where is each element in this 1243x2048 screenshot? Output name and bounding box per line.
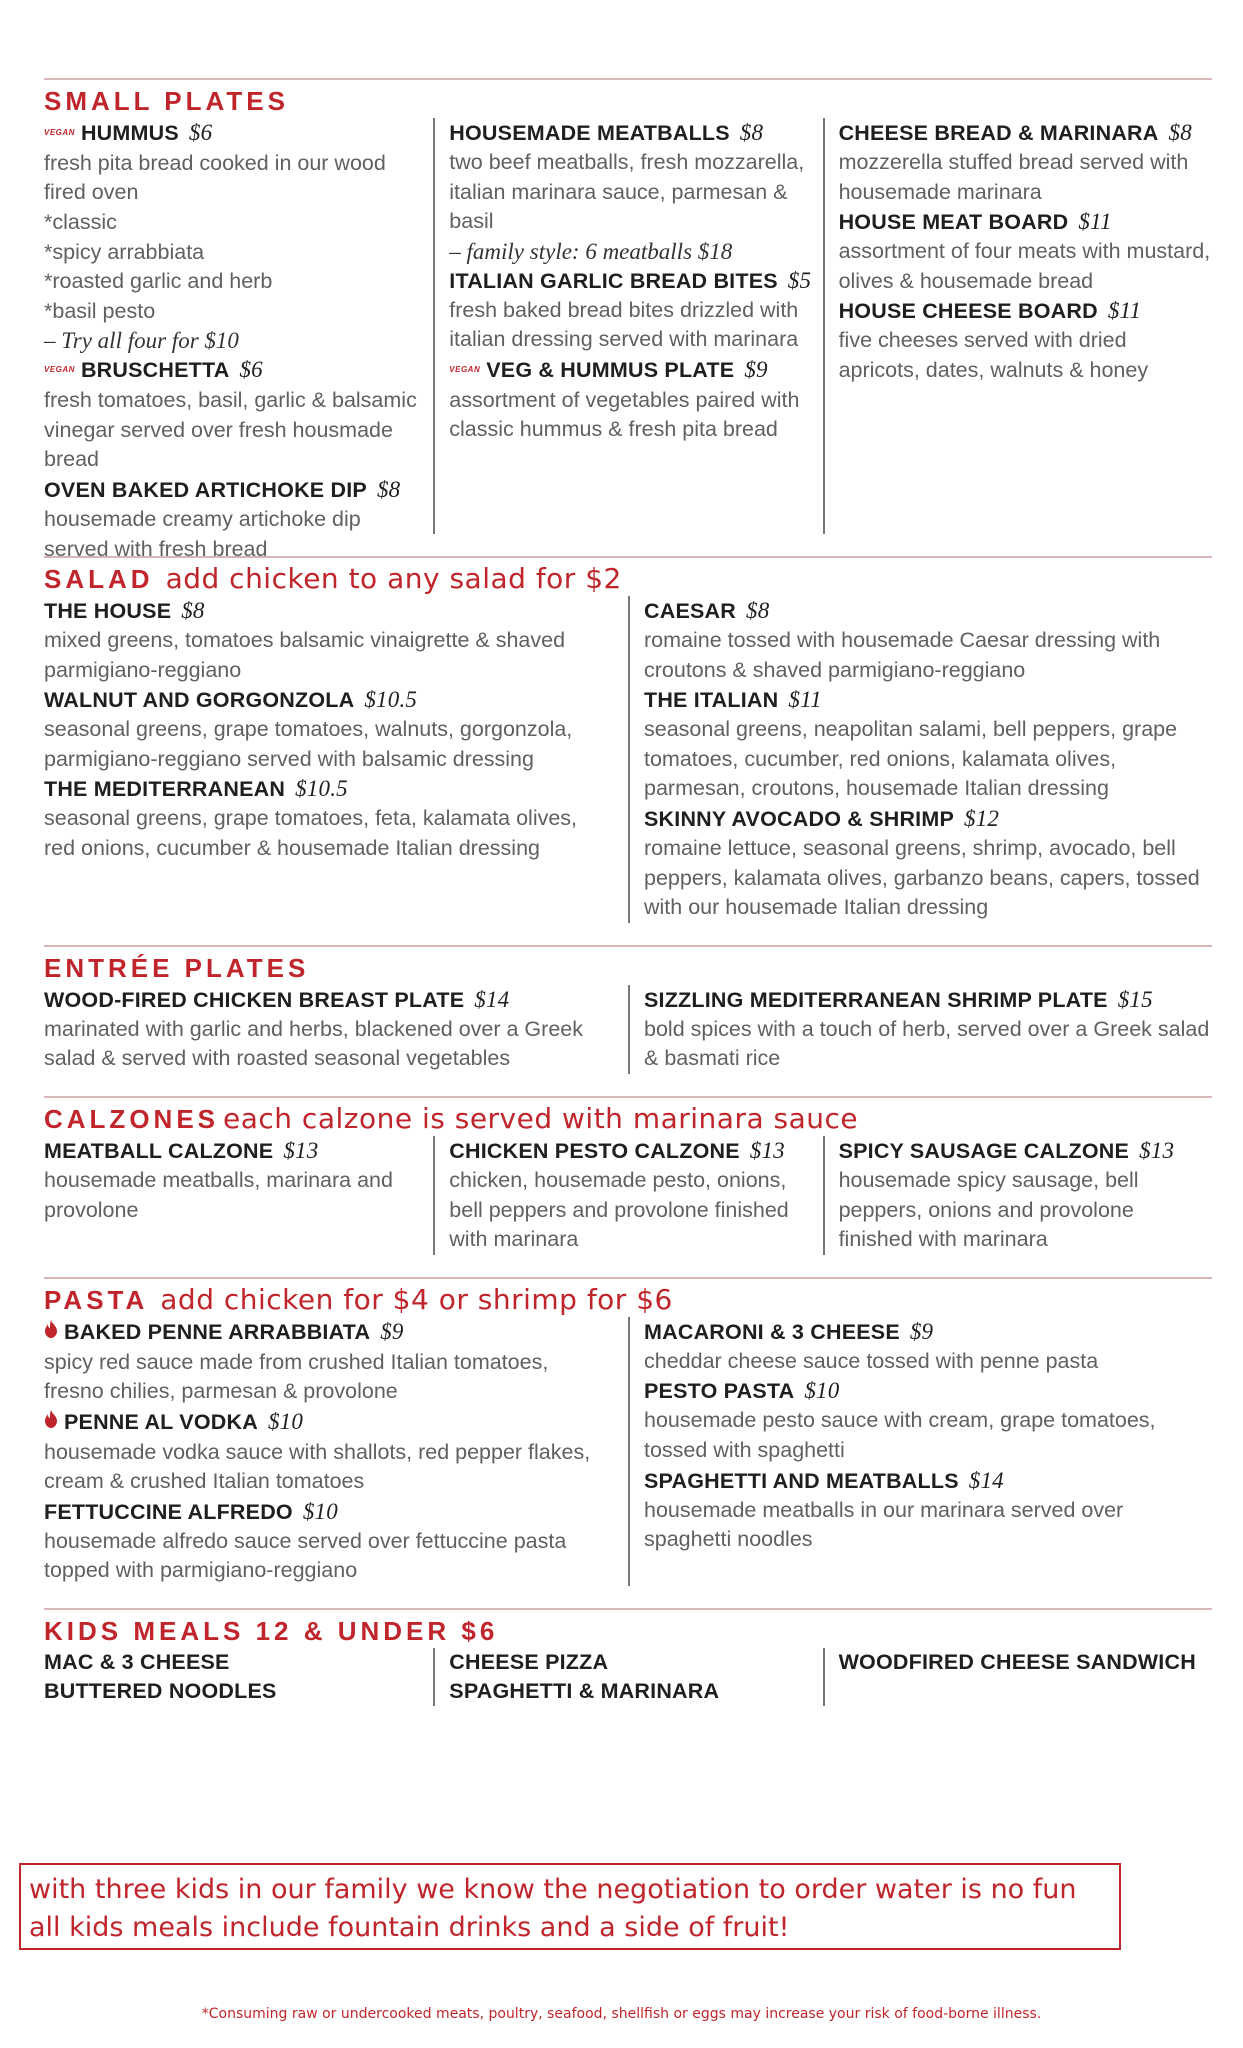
menu-item-title: THE HOUSE $8	[44, 598, 205, 623]
menu-item-desc: housemade meatballs, marinara and provolone	[44, 1167, 393, 1222]
menu-item-desc: romaine tossed with housemade Caesar dressing with croutons & shaved parmigiano-reggiano	[644, 628, 1161, 682]
menu-item-desc: assortment of vegetables paired with classic hummus & fresh pita bread	[449, 387, 800, 442]
menu-item-title: HOUSEMADE MEATBALLS $8	[449, 120, 764, 145]
kids-col-1	[44, 1648, 433, 1706]
menu-item-desc: fresh pita bread cooked in our wood fired oven	[44, 150, 386, 205]
menu-item-desc: chicken, housemade pesto, onions, bell peppers and provolone finished with marinara	[449, 1167, 789, 1252]
calzones-col-2	[433, 1136, 822, 1255]
menu-item-desc: housemade alfredo sauce served over fettuccine pasta topped with parmigiano-reggiano	[44, 1528, 567, 1583]
menu-item-title: SPICY SAUSAGE CALZONE $13	[838, 1137, 1175, 1163]
flame-icon	[44, 1407, 58, 1436]
section-divider	[44, 1608, 1212, 1610]
menu-item-title: PENNE AL VODKA $10	[44, 1407, 614, 1438]
kids-item: CHEESE PIZZA	[449, 1649, 609, 1674]
menu-item-title: CAESAR $8	[644, 598, 770, 623]
hummus-variant: *basil pesto	[44, 298, 156, 323]
menu-item-desc: housemade meatballs in our marinara served over spaghetti noodles	[644, 1497, 1124, 1552]
hummus-variant: *spicy arrabbiata	[44, 239, 205, 264]
salad-col-right	[628, 596, 1212, 923]
menu-item-title: VEGAN VEG & HUMMUS PLATE $9	[449, 355, 822, 386]
calzones-note: each calzone is served with marinara sauce	[223, 1101, 859, 1135]
entree-col-right	[628, 985, 1212, 1074]
menu-item-title: SPAGHETTI AND MEATBALLS $14	[644, 1467, 1004, 1493]
pasta-columns	[44, 1317, 1212, 1586]
menu-item-title: SKINNY AVOCADO & SHRIMP $12	[644, 805, 1000, 831]
menu-item-title: VEGAN HUMMUS $6	[44, 118, 419, 149]
menu-item-desc: fresh tomatoes, basil, garlic & balsamic vinegar served over fresh housmade bread	[44, 388, 417, 472]
kids-item: BUTTERED NOODLES	[44, 1678, 277, 1703]
menu-item-title: PESTO PASTA $10	[644, 1378, 840, 1404]
small-plates-col-2	[433, 118, 822, 534]
menu-item-title: THE MEDITERRANEAN $10.5	[44, 776, 348, 802]
kids-item: MAC & 3 CHEESE	[44, 1649, 230, 1674]
menu-item-desc: seasonal greens, grape tomatoes, walnuts, gorgonzola, parmigiano-reggiano served with balsamic dressing	[44, 717, 573, 771]
kids-columns	[44, 1648, 1212, 1706]
menu-item-title: WALNUT AND GORGONZOLA $10.5	[44, 687, 418, 713]
entree-columns	[44, 985, 1212, 1074]
menu-page	[44, 78, 1212, 1706]
menu-item-desc: fresh baked bread bites drizzled with italian dressing served with marinara	[449, 297, 799, 352]
calzones-col-3	[823, 1136, 1212, 1255]
menu-item-desc: mozzerella stuffed bread served with housemade marinara	[838, 150, 1189, 204]
menu-item-title: CHICKEN PESTO CALZONE $13	[449, 1137, 785, 1163]
menu-item-title: BAKED PENNE ARRABBIATA $9	[44, 1317, 614, 1348]
section-divider	[44, 1096, 1212, 1098]
kids-item: SPAGHETTI & MARINARA	[449, 1678, 720, 1703]
small-plates-columns	[44, 118, 1212, 561]
menu-item-desc: spicy red sauce made from crushed Italian tomatoes, fresno chilies, parmesan & provolone	[44, 1349, 549, 1404]
kids-col-2	[433, 1648, 822, 1706]
calzones-heading: CALZONES each calzone is served with marinara sauce	[44, 1101, 859, 1135]
menu-item-desc: seasonal greens, grape tomatoes, feta, kalamata olives, red onions, cucumber & housemade Italian dressing	[44, 806, 578, 860]
small-plates-heading: SMALL PLATES	[44, 86, 289, 116]
pasta-col-left	[44, 1317, 628, 1586]
menu-item-desc: two beef meatballs, fresh mozzarella, italian marinara sauce, parmesan & basil	[449, 150, 805, 234]
menu-item-desc: mixed greens, tomatoes balsamic vinaigrette & shaved parmigiano-reggiano	[44, 628, 566, 682]
menu-item-title: HOUSE CHEESE BOARD $11	[838, 298, 1142, 324]
kids-drinks-note	[19, 1863, 1121, 1950]
menu-item-title: MEATBALL CALZONE $13	[44, 1137, 319, 1163]
family-style-offer: – family style: 6 meatballs $18	[449, 238, 733, 264]
pasta-heading: PASTA add chicken for $4 or shrimp for $6	[44, 1282, 673, 1316]
health-disclaimer: *Consuming raw or undercooked meats, poultry, seafood, shellfish or eggs may increase your risk of food-borne illness.	[201, 2006, 1042, 2022]
menu-item-title: THE ITALIAN $11	[644, 687, 822, 713]
section-divider	[44, 945, 1212, 947]
menu-item-desc: housemade creamy artichoke dip served with fresh bread	[44, 507, 361, 561]
menu-item-title: MACARONI & 3 CHEESE $9	[644, 1318, 934, 1344]
kids-col-3	[823, 1648, 1212, 1706]
salad-heading: SALAD add chicken to any salad for $2	[44, 562, 622, 595]
salad-note: add chicken to any salad for $2	[165, 562, 622, 595]
kids-note-line: all kids meals include fountain drinks and a side of fruit!	[29, 1912, 790, 1943]
vegan-icon: VEGAN	[44, 365, 75, 375]
hummus-variant: *roasted garlic and herb	[44, 269, 273, 294]
menu-item-title: HOUSE MEAT BOARD $11	[838, 209, 1112, 235]
menu-item-title: SIZZLING MEDITERRANEAN SHRIMP PLATE $15	[644, 986, 1153, 1012]
menu-item-desc: cheddar cheese sauce tossed with penne pasta	[644, 1348, 1099, 1373]
pasta-col-right	[628, 1317, 1212, 1586]
menu-item-desc: romaine lettuce, seasonal greens, shrimp, avocado, bell peppers, kalamata olives, garbanzo beans, capers, tossed with our housemade Italian dressing	[644, 835, 1200, 920]
menu-item-title: WOOD-FIRED CHICKEN BREAST PLATE $14	[44, 986, 510, 1012]
menu-item-desc: housemade vodka sauce with shallots, red pepper flakes, cream & crushed Italian tomatoes	[44, 1439, 591, 1494]
vegan-icon: VEGAN	[449, 364, 481, 374]
entree-heading: ENTRÉE PLATES	[44, 952, 310, 983]
entree-col-left	[44, 985, 628, 1074]
menu-item-title: CHEESE BREAD & MARINARA $8	[838, 120, 1192, 145]
menu-item-desc: seasonal greens, neapolitan salami, bell peppers, grape tomatoes, cucumber, red onions, kalamata olives, parmesan, croutons, housemade Italian dressing	[644, 717, 1178, 801]
menu-item-desc: five cheeses served with dried apricots, dates, walnuts & honey	[838, 328, 1149, 382]
vegan-icon: VEGAN	[44, 127, 75, 137]
calzones-col-1	[44, 1136, 433, 1255]
menu-item-title: VEGAN BRUSCHETTA $6	[44, 355, 419, 386]
menu-item-title: FETTUCCINE ALFREDO $10	[44, 1498, 338, 1524]
menu-item-desc: bold spices with a touch of herb, served over a Greek salad & basmati rice	[644, 1016, 1210, 1071]
salad-columns	[44, 596, 1212, 923]
pasta-note: add chicken for $4 or shrimp for $6	[160, 1282, 673, 1316]
flame-icon	[44, 1317, 58, 1346]
kids-item: WOODFIRED CHEESE SANDWICH	[838, 1649, 1196, 1674]
small-plates-col-1	[44, 118, 433, 561]
salad-col-left	[44, 596, 628, 923]
kids-note-line: with three kids in our family we know the negotiation to order water is no fun	[29, 1874, 1077, 1905]
calzones-columns	[44, 1136, 1212, 1255]
menu-item-desc: housemade spicy sausage, bell peppers, onions and provolone finished with marinara	[838, 1167, 1139, 1252]
kids-heading: KIDS MEALS 12 & UNDER $6	[44, 1615, 499, 1646]
hummus-variant: *classic	[44, 210, 117, 235]
menu-item-title: ITALIAN GARLIC BREAD BITES $5	[449, 267, 812, 293]
hummus-combo-offer: – Try all four for $10	[44, 328, 239, 354]
menu-item-desc: assortment of four meats with mustard, olives & housemade bread	[838, 239, 1211, 293]
small-plates-col-3	[823, 118, 1212, 534]
menu-item-desc: marinated with garlic and herbs, blackened over a Greek salad & served with roasted seasonal vegetables	[44, 1016, 583, 1071]
menu-item-title: OVEN BAKED ARTICHOKE DIP $8	[44, 477, 401, 502]
menu-item-desc: housemade pesto sauce with cream, grape tomatoes, tossed with spaghetti	[644, 1408, 1156, 1462]
section-divider	[44, 1277, 1212, 1279]
section-divider	[44, 78, 1212, 80]
